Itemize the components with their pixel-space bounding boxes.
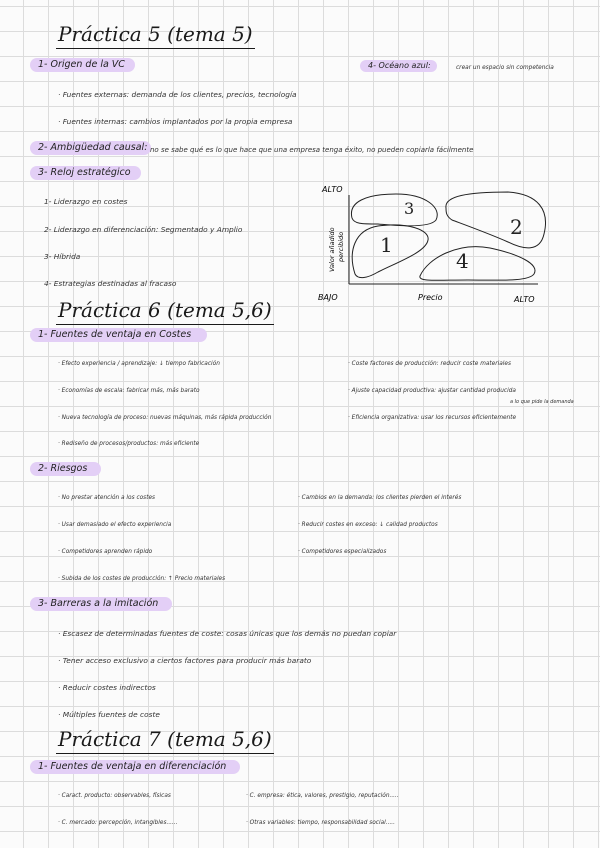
region-3-label: 3 xyxy=(404,199,415,218)
p5-s3-item: 1- Liderazgo en costes xyxy=(44,197,128,206)
p5-s1-item: · Fuentes internas: cambios implantados por la propia empresa xyxy=(58,117,293,126)
p7-s1-right-item: · C. empresa: ética, valores, prestigio, reputación..... xyxy=(246,793,399,799)
p6-s1-left-item: · Nueva tecnología de proceso: nuevas máquinas, más rápida producción xyxy=(58,415,272,421)
x-axis-end-label: ALTO xyxy=(514,295,535,304)
region-2-shape xyxy=(446,192,546,248)
p5-section4-heading: 4- Océano azul: xyxy=(360,60,437,72)
p6-s3-item: · Tener acceso exclusivo a ciertos factores para producir más barato xyxy=(58,656,312,665)
p7-section1-heading: 1- Fuentes de ventaja en diferenciación xyxy=(30,760,240,774)
p5-s2-note: no se sabe qué es lo que hace que una empresa tenga éxito, no pueden copiarla fácilmente xyxy=(150,146,474,154)
p5-s3-item: 4- Estrategias destinadas al fracaso xyxy=(44,279,177,288)
p6-s1-right-item: · Coste factores de producción: reducir coste materiales xyxy=(348,361,511,367)
practica7-title: Práctica 7 (tema 5,6) xyxy=(56,727,274,754)
p6-s3-item: · Múltiples fuentes de coste xyxy=(58,710,160,719)
p6-section1-heading: 1- Fuentes de ventaja en Costes xyxy=(30,328,207,342)
p6-s3-item: · Reducir costes indirectos xyxy=(58,683,156,692)
p5-section1-heading: 1- Origen de la VC xyxy=(30,58,135,72)
p6-s1-right-item: · Eficiencia organizativa: usar los recursos eficientemente xyxy=(348,415,517,421)
p5-s3-item: 2- Liderazgo en diferenciación: Segmentado y Amplio xyxy=(44,225,243,234)
region-3-shape xyxy=(351,194,437,226)
p6-s2-left-item: · Usar demasiado el efecto experiencia xyxy=(58,522,172,528)
y-axis-label: percibido xyxy=(337,231,345,262)
y-axis-label: Valor añadido xyxy=(328,227,336,272)
p6-s2-right-item: · Reducir costes en exceso: ↓ calidad productos xyxy=(298,522,438,528)
p6-s1-right-note: a lo que pide la demanda xyxy=(510,399,574,405)
p6-s1-left-item: · Economías de escala: fabricar más, más barato xyxy=(58,388,200,394)
p5-s4-note: crear un espacio sin competencia xyxy=(456,65,554,71)
p5-section3-heading: 3- Reloj estratégico xyxy=(30,166,141,180)
p6-s2-right-item: · Competidores especializados xyxy=(298,549,387,555)
strategy-clock-diagram xyxy=(318,180,558,306)
p6-s2-right-item: · Cambios en la demanda: los clientes pierden el interés xyxy=(298,495,462,501)
p6-section2-heading: 2- Riesgos xyxy=(30,462,101,476)
p6-section3-heading: 3- Barreras a la imitación xyxy=(30,597,172,611)
region-4-shape xyxy=(420,247,535,281)
region-2-label: 2 xyxy=(510,215,523,239)
p6-s2-left-item: · Subida de los costes de producción: ↑ Precio materiales xyxy=(58,576,226,582)
p7-s1-left-item: · Caract. producto: observables, físicas xyxy=(58,793,171,799)
origin-label: BAJO xyxy=(318,293,338,302)
p6-s1-right-item: · Ajuste capacidad productiva: ajustar cantidad producida xyxy=(348,388,516,394)
p7-s1-left-item: · C. mercado: percepción, intangibles...... xyxy=(58,820,178,826)
p5-s1-item: · Fuentes externas: demanda de los clientes, precios, tecnología xyxy=(58,90,297,99)
y-axis-top-label: ALTO xyxy=(322,185,343,194)
practica6-title: Práctica 6 (tema 5,6) xyxy=(56,298,274,325)
p7-s1-right-item: · Otras variables: tiempo, responsabilidad social..... xyxy=(246,820,395,826)
p6-s3-item: · Escasez de determinadas fuentes de coste: cosas únicas que los demás no puedan copiar xyxy=(58,629,397,638)
p5-s3-item: 3- Híbrida xyxy=(44,252,81,261)
practica5-title: Práctica 5 (tema 5) xyxy=(56,22,255,49)
region-1-label: 1 xyxy=(380,233,393,257)
p6-s1-left-item: · Efecto experiencia / aprendizaje: ↓ tiempo fabricación xyxy=(58,361,220,367)
p6-s1-left-item: · Rediseño de procesos/productos: más eficiente xyxy=(58,441,200,447)
p6-s2-left-item: · Competidores aprenden rápido xyxy=(58,549,153,555)
p6-s2-left-item: · No prestar atención a los costes xyxy=(58,495,156,501)
p5-section2-heading: 2- Ambigüedad causal: xyxy=(30,141,151,155)
region-4-label: 4 xyxy=(456,249,469,273)
x-axis-label: Precio xyxy=(418,293,443,302)
